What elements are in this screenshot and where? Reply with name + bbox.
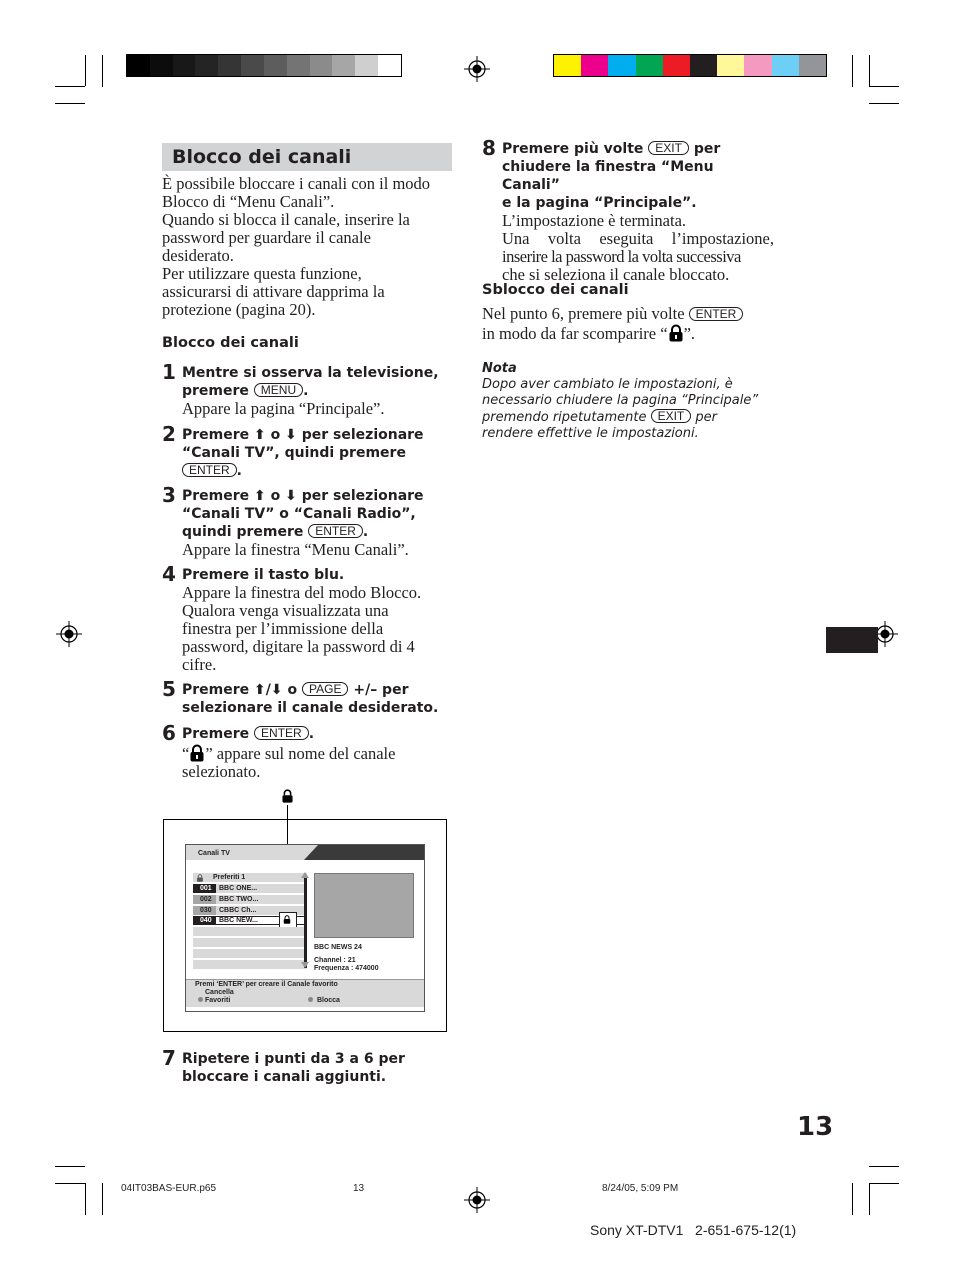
- up-arrow-icon: ⬆: [254, 427, 266, 443]
- intro-line: protezione (pagina 20).: [162, 300, 316, 319]
- intro-line: Blocco di “Menu Canali”.: [162, 192, 335, 211]
- step-result: Appare la pagina “Principale”.: [182, 399, 385, 418]
- note-line: necessario chiudere la pagina “Principale”: [482, 393, 759, 408]
- intro-line: assicurarsi di attivare dapprima la: [162, 282, 385, 301]
- intro-text: [162, 175, 454, 319]
- empty-row: [193, 927, 307, 936]
- channel-info: Frequenza : 474000: [314, 965, 379, 972]
- registration-mark-icon: [464, 1187, 490, 1213]
- footer-hint: Premi ‘ENTER’ per creare il Canale favorito: [195, 981, 338, 988]
- color-swatch: [608, 55, 635, 76]
- step-number: 6: [162, 721, 176, 745]
- color-swatch: [636, 55, 663, 76]
- channel-number: 002: [200, 896, 212, 903]
- color-swatch: [195, 55, 218, 76]
- channel-info: Channel : 21: [314, 957, 356, 964]
- crop-mark: [852, 55, 853, 87]
- option-dot: [198, 990, 202, 994]
- option-blocca: Blocca: [317, 997, 340, 1004]
- intro-line: password per guardare il canale: [162, 228, 371, 247]
- grayscale-bar: [126, 54, 402, 77]
- step-result: cifre.: [182, 655, 217, 674]
- step-result: selezionato.: [182, 762, 261, 781]
- option-cancella: Cancella: [205, 989, 234, 996]
- crop-mark: [869, 1166, 899, 1167]
- step-6: [182, 725, 395, 781]
- step-text: e la pagina “Principale”.: [502, 195, 697, 211]
- color-swatch: [150, 55, 173, 76]
- up-arrow-icon: ⬆: [254, 488, 266, 504]
- step-result: Qualora venga visualizzata una: [182, 601, 389, 620]
- color-swatch: [554, 55, 581, 76]
- note-line: rendere effettive le impostazioni.: [482, 426, 699, 441]
- page-key: PAGE: [302, 682, 348, 696]
- empty-row: [193, 949, 307, 958]
- color-swatch: [581, 55, 608, 76]
- enter-key: ENTER: [689, 307, 744, 321]
- color-swatch: [717, 55, 744, 76]
- color-swatch: [241, 55, 264, 76]
- step-number: 1: [162, 360, 176, 384]
- step-number: 3: [162, 483, 176, 507]
- step-text: quindi premere ENTER .: [182, 524, 369, 540]
- step-text: Premere il tasto blu.: [182, 567, 345, 583]
- color-swatch: [287, 55, 310, 76]
- lock-icon: [281, 789, 294, 803]
- color-swatch: [173, 55, 196, 76]
- step-number: 7: [162, 1046, 176, 1070]
- note-title: Nota: [482, 361, 517, 376]
- enter-key: ENTER: [254, 726, 309, 740]
- step-result: Una volta eseguita l’impostazione,: [502, 229, 774, 248]
- lock-icon: [668, 324, 684, 342]
- step-result: L’impostazione è terminata.: [502, 211, 687, 230]
- step-text: chiudere la finestra “Menu Canali”: [502, 159, 714, 193]
- color-swatch: [355, 55, 378, 76]
- crop-mark: [102, 55, 103, 87]
- channel-name: BBC TWO...: [219, 896, 259, 903]
- crop-mark: [869, 55, 870, 86]
- color-swatch: [264, 55, 287, 76]
- crop-mark: [55, 1183, 85, 1184]
- step-text: Premere ENTER .: [182, 726, 315, 742]
- note-block: [482, 361, 782, 442]
- registration-mark-icon: [464, 56, 490, 82]
- down-arrow-icon: ⬇: [270, 682, 283, 698]
- crop-mark: [869, 103, 899, 104]
- empty-row: [193, 960, 307, 969]
- color-swatch: [378, 55, 401, 76]
- step-text: Premere ⬆/⬇ o PAGE +/– per: [182, 682, 409, 698]
- crop-mark: [869, 1183, 899, 1184]
- channel-number: 001: [200, 885, 212, 892]
- step-text: Premere ⬆ o ⬇ per selezionare: [182, 488, 424, 504]
- option-dot: [198, 997, 203, 1002]
- note-line: Dopo aver cambiato le impostazioni, è: [482, 377, 733, 392]
- channel-name: BBC ONE...: [219, 885, 258, 892]
- step-text: Mentre si osserva la televisione,: [182, 365, 439, 381]
- note-line: premendo ripetutamente EXIT per: [482, 409, 717, 425]
- color-swatch: [744, 55, 771, 76]
- down-arrow-icon: ⬇: [285, 427, 297, 443]
- step-result: che si seleziona il canale bloccato.: [502, 265, 730, 284]
- step-text: selezionare il canale desiderato.: [182, 700, 439, 716]
- subheading: Blocco dei canali: [162, 335, 299, 351]
- list-title: Preferiti 1: [213, 874, 246, 881]
- crop-mark: [102, 1183, 103, 1215]
- step-text: Premere ⬆ o ⬇ per selezionare: [182, 427, 424, 443]
- crop-mark: [85, 55, 86, 86]
- crop-mark: [869, 1183, 870, 1215]
- channel-name: CBBC Ch...: [219, 907, 257, 914]
- step-result: inserire la password la volta successiva: [502, 247, 741, 266]
- option-dot: [308, 997, 313, 1002]
- channel-name: BBC NEW...: [219, 917, 258, 924]
- step-7: [182, 1050, 405, 1086]
- enter-key: ENTER: [182, 463, 237, 477]
- step-result: “ ” appare sul nome del canale: [182, 744, 396, 763]
- scrollbar-track[interactable]: [304, 875, 307, 968]
- intro-line: È possibile bloccare i canali con il modo: [162, 174, 431, 193]
- intro-line: Per utilizzare questa funzione,: [162, 264, 362, 283]
- color-swatch: [799, 55, 826, 76]
- channel-number: 040: [200, 917, 212, 924]
- step-text: premere MENU .: [182, 383, 309, 399]
- crop-mark: [55, 86, 85, 87]
- step-text: “Canali TV”, quindi premere: [182, 445, 406, 461]
- crop-mark: [869, 86, 899, 87]
- sblocco-line: in modo da far scomparire “ ”.: [482, 324, 696, 343]
- lock-icon: [283, 915, 291, 924]
- color-swatch: [332, 55, 355, 76]
- scroll-up-icon[interactable]: [301, 872, 309, 878]
- down-arrow-icon: ⬇: [285, 488, 297, 504]
- step-text: “Canali TV” o “Canali Radio”,: [182, 506, 416, 522]
- color-swatch: [663, 55, 690, 76]
- menu-header-title: Canali TV: [198, 850, 230, 857]
- step-result: password, digitare la password di 4: [182, 637, 415, 656]
- step-2: [182, 426, 424, 480]
- crop-mark: [55, 1166, 85, 1167]
- enter-key: ENTER: [308, 524, 363, 538]
- menu-key: MENU: [254, 383, 303, 397]
- header-tab: [304, 845, 424, 860]
- scroll-down-icon[interactable]: [301, 962, 309, 968]
- color-swatch: [310, 55, 333, 76]
- step-text: bloccare i canali aggiunti.: [182, 1069, 387, 1085]
- channel-info: BBC NEWS 24: [314, 944, 362, 951]
- step-text: Ripetere i punti da 3 a 6 per: [182, 1051, 405, 1067]
- option-favoriti: Favoriti: [205, 997, 231, 1004]
- step-text: Premere più volte EXIT per: [502, 141, 721, 157]
- step-number: 5: [162, 677, 176, 701]
- sblocco-line: Nel punto 6, premere più volte ENTER: [482, 304, 782, 324]
- channel-number: 030: [200, 907, 212, 914]
- sblocco-text: [482, 304, 782, 344]
- step-result: finestra per l’immissione della: [182, 619, 384, 638]
- step-result: Appare la finestra del modo Blocco.: [182, 583, 422, 602]
- intro-line: Quando si blocca il canale, inserire la: [162, 210, 410, 229]
- lock-icon: [196, 874, 204, 882]
- step-result: Appare la finestra “Menu Canali”.: [182, 540, 409, 559]
- step-number: 8: [482, 136, 496, 160]
- crop-mark: [852, 1183, 853, 1215]
- page-number: 13: [797, 1112, 834, 1142]
- tv-menu-window: [185, 844, 425, 1012]
- crop-mark: [85, 1183, 86, 1215]
- section-title: Blocco dei canali: [162, 143, 452, 171]
- footer-page: 13: [353, 1183, 365, 1194]
- step-5: [182, 681, 438, 717]
- step-number: 4: [162, 562, 176, 586]
- up-arrow-icon: ⬆: [254, 682, 266, 698]
- color-swatch: [772, 55, 799, 76]
- step-3: [182, 487, 424, 559]
- step-4: [182, 566, 421, 674]
- list-title-row: [193, 873, 307, 882]
- step-1: [182, 364, 439, 418]
- tv-screen-diagram: [163, 819, 447, 1032]
- color-swatch: [690, 55, 717, 76]
- registration-mark-icon: [56, 621, 82, 647]
- footer-filename: 04IT03BAS-EUR.p65: [121, 1183, 217, 1194]
- exit-key: EXIT: [651, 409, 692, 423]
- color-swatch: [127, 55, 150, 76]
- empty-row: [193, 938, 307, 947]
- preview-window: [314, 873, 414, 938]
- intro-line: desiderato.: [162, 246, 234, 265]
- step-text: ENTER .: [182, 462, 424, 480]
- exit-key: EXIT: [648, 141, 689, 155]
- crop-mark: [55, 103, 85, 104]
- lock-icon: [189, 744, 205, 762]
- footer-model: Sony XT-DTV1 2-651-675-12(1): [590, 1222, 797, 1238]
- footer-date: 8/24/05, 5:09 PM: [602, 1183, 679, 1194]
- step-number: 2: [162, 422, 176, 446]
- sblocco-heading: Sblocco dei canali: [482, 282, 629, 298]
- color-bar: [553, 54, 827, 77]
- color-swatch: [218, 55, 241, 76]
- section-tab: [826, 627, 878, 653]
- step-8: [502, 140, 774, 284]
